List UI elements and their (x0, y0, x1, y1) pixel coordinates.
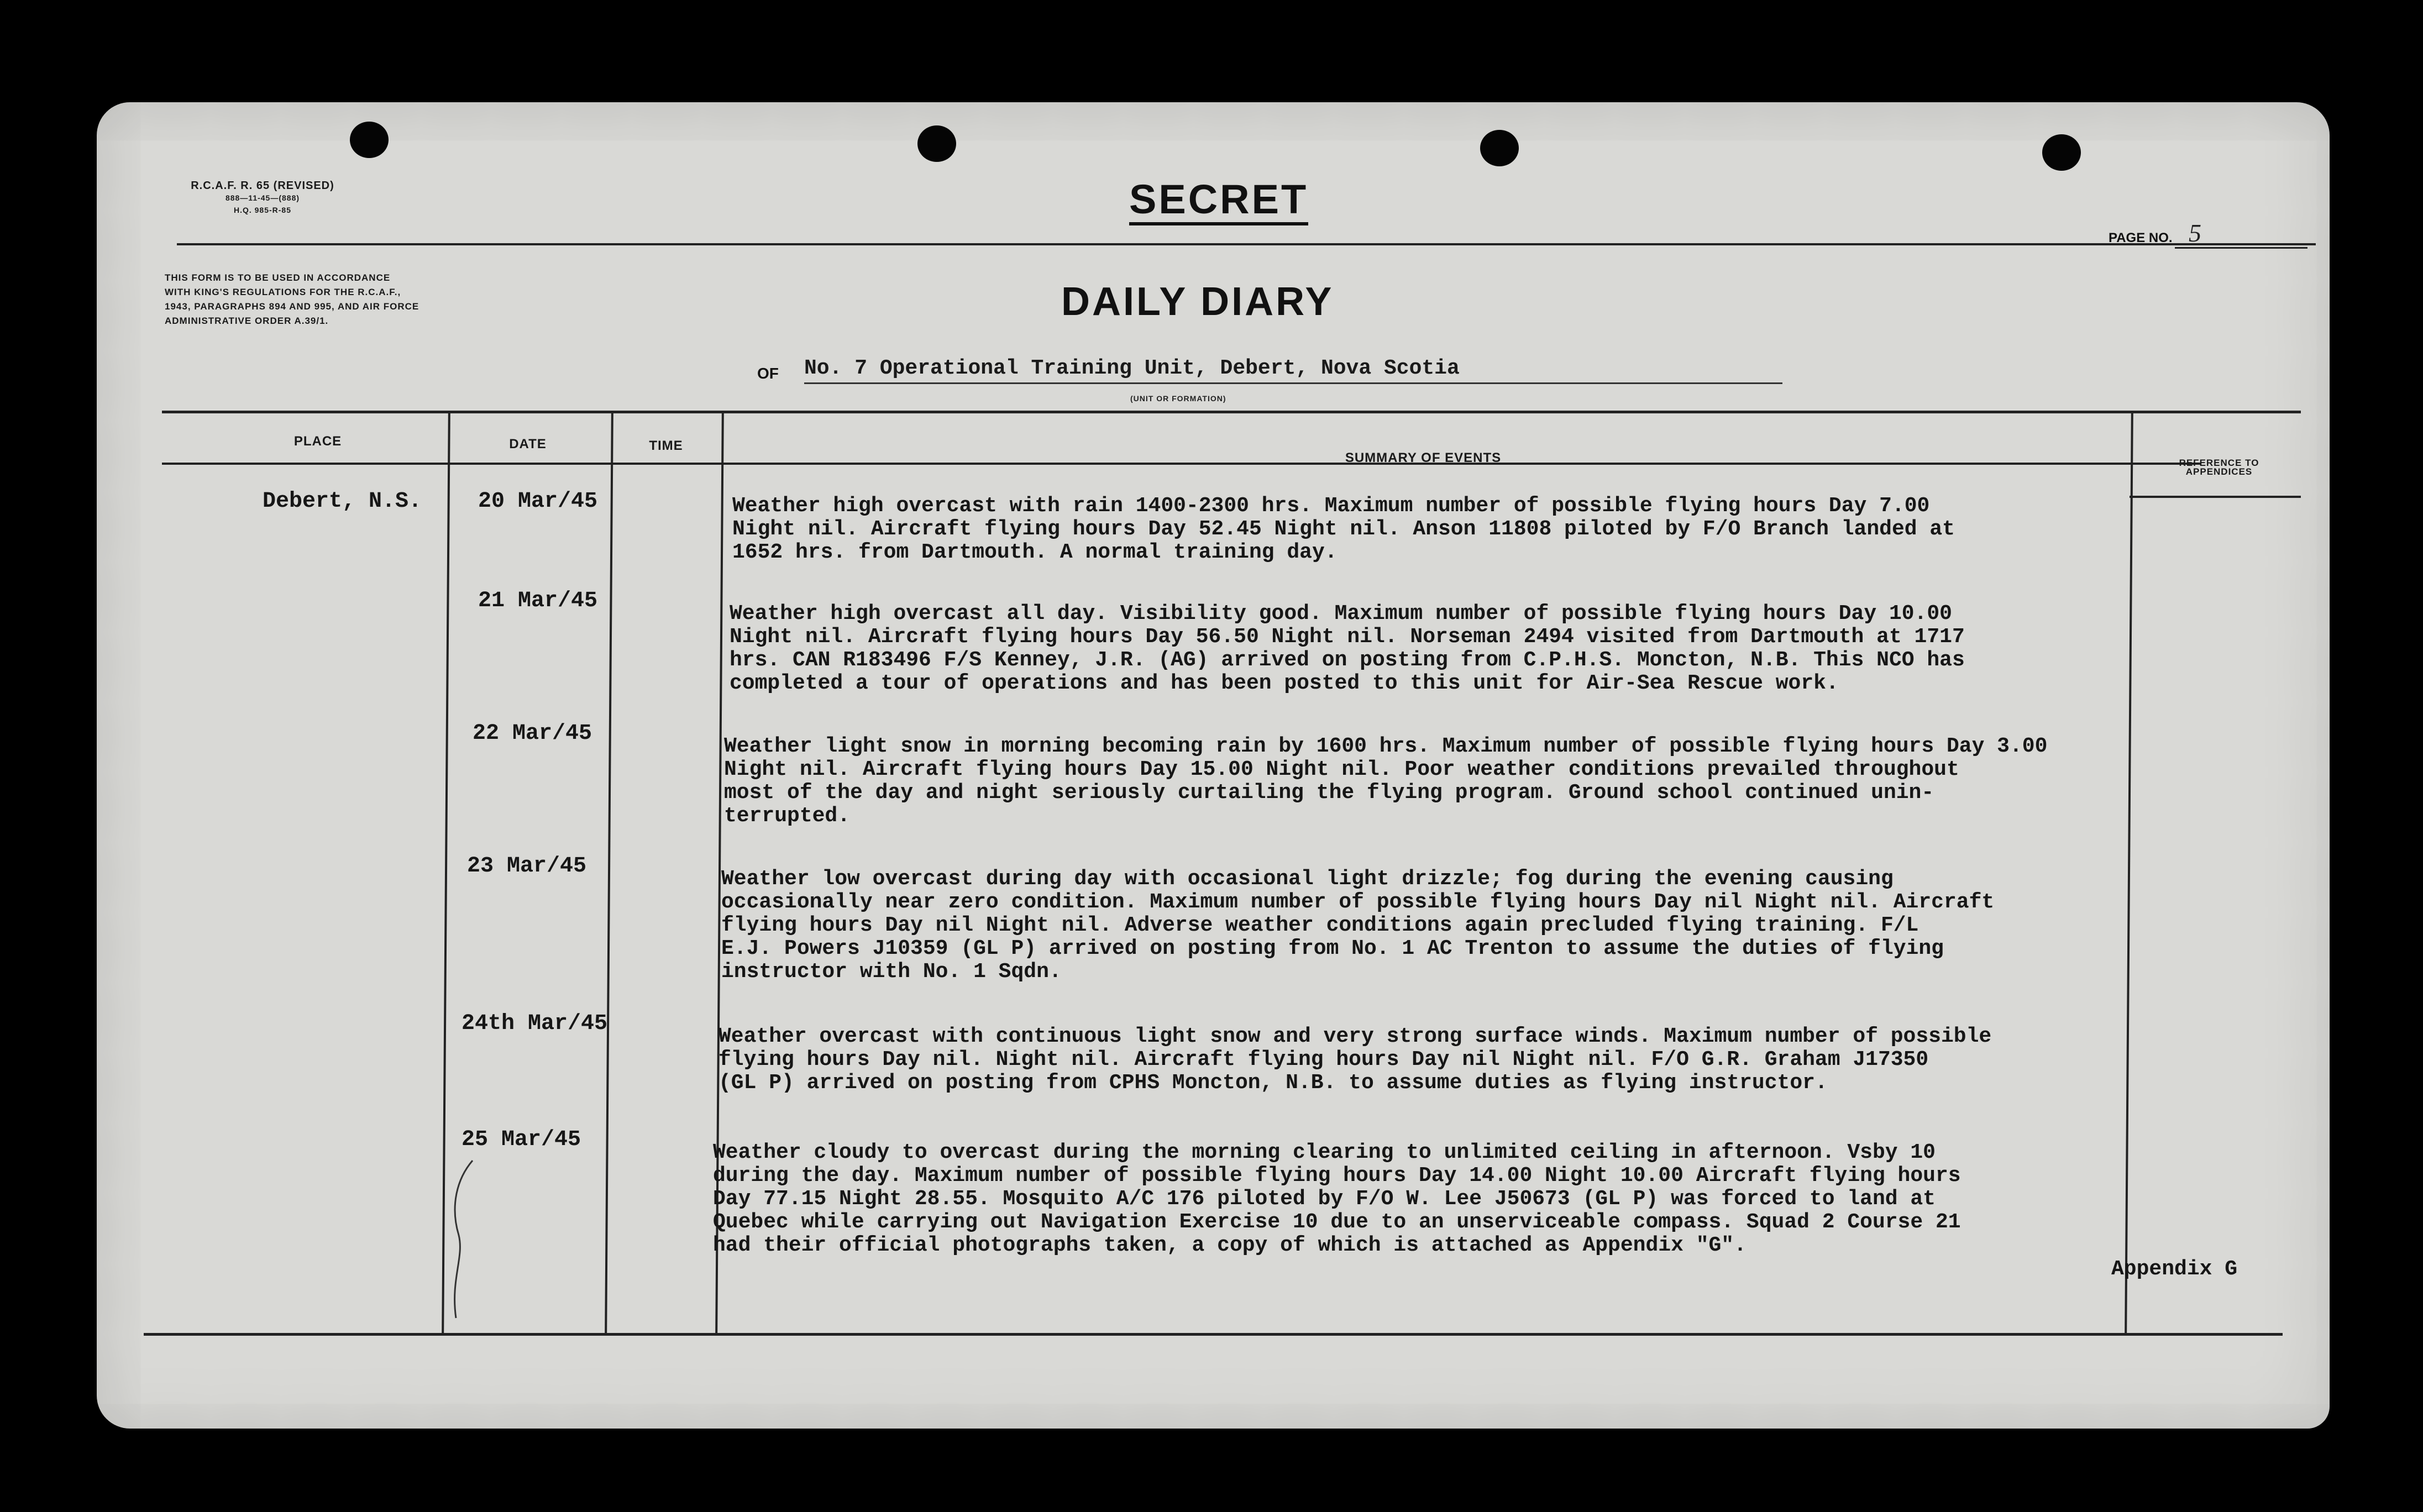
column-header-reference (2136, 459, 2302, 476)
page-number-rule (2175, 247, 2307, 249)
entry-date: 23 Mar/45 (467, 854, 587, 879)
reference-header-line1: REFERENCE TO (2179, 458, 2259, 468)
instruction-line: 1943, PARAGRAPHS 894 AND 995, AND AIR FORCE (165, 301, 419, 312)
summary-line: 1652 hrs. from Dartmouth. A normal training day. (732, 540, 1338, 564)
entry-date: 20 Mar/45 (478, 489, 598, 514)
summary-line: E.J. Powers J10359 (GL P) arrived on posting from No. 1 AC Trenton to assume the duties of flying (721, 937, 1944, 960)
instruction-line: THIS FORM IS TO BE USED IN ACCORDANCE (165, 272, 391, 283)
summary-line: Weather low overcast during day with occasional light drizzle; fog during the evening causing (721, 867, 1894, 891)
form-instructions (165, 271, 419, 328)
punch-hole (350, 122, 389, 158)
entry-summary (732, 495, 1955, 564)
summary-line: (GL P) arrived on posting from CPHS Moncton, N.B. to assume duties as flying instructor. (718, 1071, 1828, 1095)
place-cell: Debert, N.S. (263, 489, 422, 514)
column-header-time: TIME (649, 438, 683, 453)
instruction-line: ADMINISTRATIVE ORDER A.39/1. (165, 316, 329, 326)
col-divider (605, 412, 613, 1335)
summary-line: Night nil. Aircraft flying hours Day 52.45 Night nil. Anson 11808 piloted by F/O Branch landed at (732, 517, 1955, 541)
summary-line: Weather high overcast all day. Visibility good. Maximum number of possible flying hours Day 10.00 (730, 602, 1952, 626)
form-code-line1: R.C.A.F. R. 65 (REVISED) (191, 180, 334, 192)
punch-hole (917, 125, 956, 162)
summary-line: Quebec while carrying out Navigation Exercise 10 due to an unserviceable compass. Squad 2 Course 21 (713, 1210, 1961, 1234)
of-label: OF (757, 365, 779, 382)
classification-stamp: SECRET (1129, 177, 1308, 225)
summary-line: Night nil. Aircraft flying hours Day 56.50 Night nil. Norseman 2494 visited from Dartmouth at 1717 (730, 625, 1965, 649)
entry-date: 21 Mar/45 (478, 589, 598, 613)
summary-line: completed a tour of operations and has been posted to this unit for Air-Sea Rescue work. (730, 671, 1839, 695)
unit-caption: (UNIT OR FORMATION) (1130, 394, 1226, 403)
header-rule (177, 243, 2316, 245)
form-code (180, 180, 345, 216)
appendix-reference: Appendix G (2111, 1257, 2238, 1281)
entry-summary (730, 602, 1965, 695)
column-header-date: DATE (509, 437, 547, 452)
summary-line: Weather cloudy to overcast during the morning clearing to unlimited ceiling in afternoon. Vsby 10 (713, 1141, 1936, 1164)
reference-header-line2: APPENDICES (2185, 466, 2253, 477)
entry-date: 22 Mar/45 (473, 721, 592, 746)
entry-summary (721, 868, 1994, 984)
entry-date: 24th Mar/45 (461, 1011, 608, 1036)
page-title: DAILY DIARY (1061, 280, 1334, 324)
summary-line: terrupted. (724, 804, 851, 828)
summary-line: Weather light snow in morning becoming rain by 1600 hrs. Maximum number of possible flying hours Day 3.00 (724, 734, 2048, 758)
summary-line: Weather high overcast with rain 1400-2300 hrs. Maximum number of possible flying hours Day 7.00 (732, 494, 1930, 518)
form-code-line3: H.Q. 985-R-85 (233, 206, 292, 214)
summary-line: hrs. CAN R183496 F/S Kenney, J.R. (AG) arrived on posting from C.P.H.S. Moncton, N.B. This NCO has (730, 648, 1965, 672)
table-top-rule (162, 411, 2301, 413)
col-divider (2125, 412, 2133, 1335)
punch-hole (1480, 130, 1519, 166)
table-bottom-rule (144, 1333, 2283, 1336)
summary-line: flying hours Day nil. Night nil. Aircraft flying hours Day nil Night nil. F/O G.R. Graham J17350 (718, 1048, 1929, 1072)
pen-mark (439, 1158, 489, 1324)
entry-summary (718, 1025, 1991, 1095)
diary-sheet (97, 102, 2330, 1429)
entry-summary (713, 1141, 1961, 1257)
summary-line: Day 77.15 Night 28.55. Mosquito A/C 176 piloted by F/O W. Lee J50673 (GL P) was forced to land at (713, 1187, 1936, 1211)
summary-line: instructor with No. 1 Sqdn. (721, 960, 1062, 984)
punch-hole (2042, 134, 2081, 171)
column-header-place: PLACE (293, 434, 342, 449)
entry-date: 25 Mar/45 (461, 1127, 581, 1152)
page-number: 5 (2189, 219, 2201, 247)
form-code-line2: 888—11-45—(888) (225, 193, 300, 202)
summary-line: had their official photographs taken, a copy of which is attached as Appendix "G". (713, 1233, 1747, 1257)
unit-name: No. 7 Operational Training Unit, Debert, Nova Scotia (804, 356, 1782, 384)
instruction-line: WITH KING'S REGULATIONS FOR THE R.C.A.F., (165, 287, 401, 297)
summary-line: during the day. Maximum number of possible flying hours Day 14.00 Night 10.00 Aircraft flying hours (713, 1164, 1961, 1188)
summary-line: most of the day and night seriously curtailing the flying program. Ground school continued unin- (724, 781, 1934, 805)
column-header-summary: SUMMARY OF EVENTS (1345, 450, 1502, 465)
summary-line: occasionally near zero condition. Maximum number of possible flying hours Day nil Night nil. Aircraft (721, 890, 1995, 914)
entry-summary (724, 735, 2047, 828)
summary-line: Night nil. Aircraft flying hours Day 15.00 Night nil. Poor weather conditions prevailed throughout (724, 758, 1959, 781)
appendix-header-rule (2130, 496, 2301, 498)
page-number-label: PAGE NO. (2109, 230, 2173, 245)
summary-line: flying hours Day nil Night nil. Adverse weather conditions again precluded flying training. F/L (721, 914, 1919, 937)
summary-line: Weather overcast with continuous light snow and very strong surface winds. Maximum number of possible (718, 1025, 1992, 1048)
